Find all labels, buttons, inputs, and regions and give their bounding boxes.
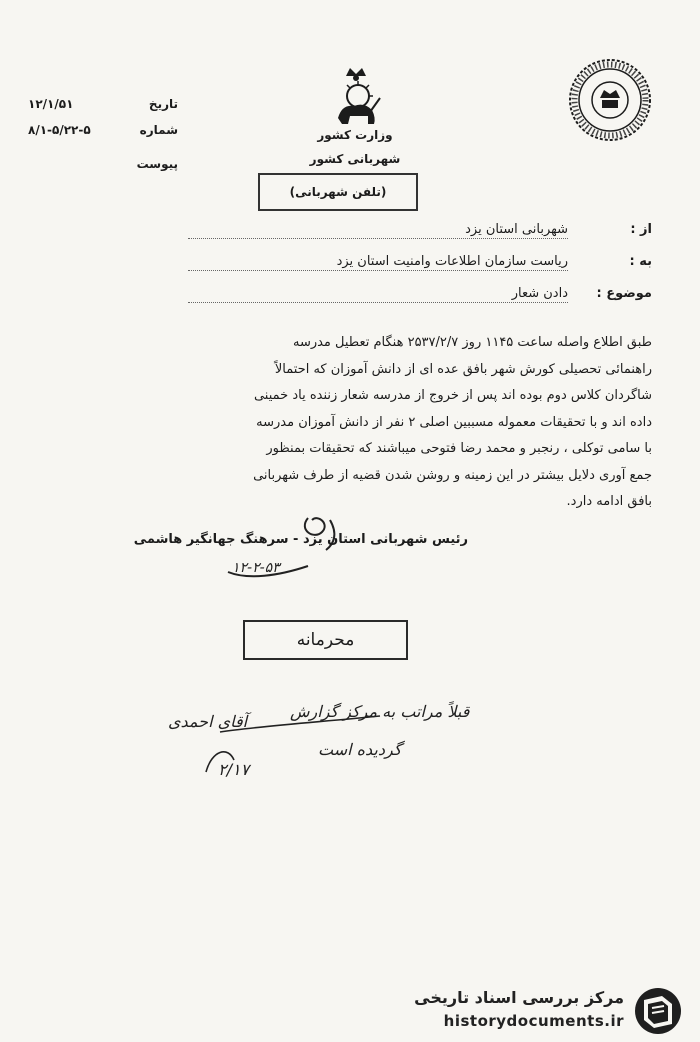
handwritten-note-2: گردیده است xyxy=(318,740,402,759)
telephone-stamp: (تلفن شهربانی) xyxy=(258,173,418,211)
number-row xyxy=(28,124,178,136)
date-value: ۱۲/۱/۵۱ xyxy=(28,97,74,111)
handwritten-note-1: قبلاً مراتب به مرکز گزارش xyxy=(290,702,470,721)
body-line: راهنمائی تحصیلی کورش شهر بافق عده ای از دانش آموزان که احتمالاً xyxy=(274,361,652,377)
from-value: شهربانی استان یزد xyxy=(188,222,568,239)
subject-label: موضوع : xyxy=(596,286,652,301)
body-line: بافق ادامه دارد. xyxy=(566,494,652,509)
to-label: به : xyxy=(629,254,652,269)
body-line: جمع آوری دلایل بیشتر در این زمینه و روشن شدن قضیه از طرف شهربانی xyxy=(253,467,652,483)
date-label: تاریخ xyxy=(148,97,178,111)
to-value: ریاست سازمان اطلاعات وامنیت استان یزد xyxy=(188,254,568,271)
handwritten-number: ۲/۱۷ xyxy=(218,760,250,779)
body-line: داده اند و با تحقیقات معموله مسببین اصلی ۲ نفر از دانش آموزان مدرسه xyxy=(256,414,652,430)
handwriting-underline-icon xyxy=(150,680,470,790)
round-seal-icon xyxy=(568,58,652,142)
attachment-label: پیوست xyxy=(136,157,178,171)
to-row xyxy=(188,254,652,271)
letter-body xyxy=(132,330,652,516)
from-label: از : xyxy=(630,222,652,237)
police-title: شهربانی کشور xyxy=(309,152,401,166)
date-row xyxy=(28,98,178,110)
subject-value: دادن شعار xyxy=(188,286,568,303)
brand-website: historydocuments.ir xyxy=(443,1012,624,1030)
attachment-row xyxy=(28,158,178,170)
body-line: شاگردان کلاس دوم بوده اند پس از خروج از مدرسه شعار زننده یاد خمینی xyxy=(253,388,652,403)
signature-line: رئیس شهربانی استان یزد - سرهنگ جهانگیر هاشمی xyxy=(133,532,468,547)
number-value: ۸/۱-۵/۲۲-۵ xyxy=(28,123,91,137)
body-line: طبق اطلاع واصله ساعت ۱۱۴۵ روز ۲۵۳۷/۲/۷ هنگام تعطیل مدرسه xyxy=(292,335,652,350)
confidential-stamp: محرمانه xyxy=(243,620,408,660)
signature-date: ۱۲-۲-۵۳ xyxy=(232,560,280,576)
ministry-title: وزارت کشور xyxy=(317,128,393,142)
handwritten-name: آقای احمدی xyxy=(168,712,248,731)
subject-row xyxy=(188,286,652,303)
document-archive-logo-icon xyxy=(632,986,684,1036)
number-label: شماره xyxy=(139,123,178,137)
brand-name: مرکز بررسی اسناد تاریخی xyxy=(414,988,624,1007)
body-line: با سامی توکلی ، رنجبر و محمد رضا فتوحی میباشند که تحقیقات بمنظور xyxy=(266,441,652,456)
from-row xyxy=(188,222,652,239)
lion-and-sun-emblem-icon xyxy=(328,66,384,130)
